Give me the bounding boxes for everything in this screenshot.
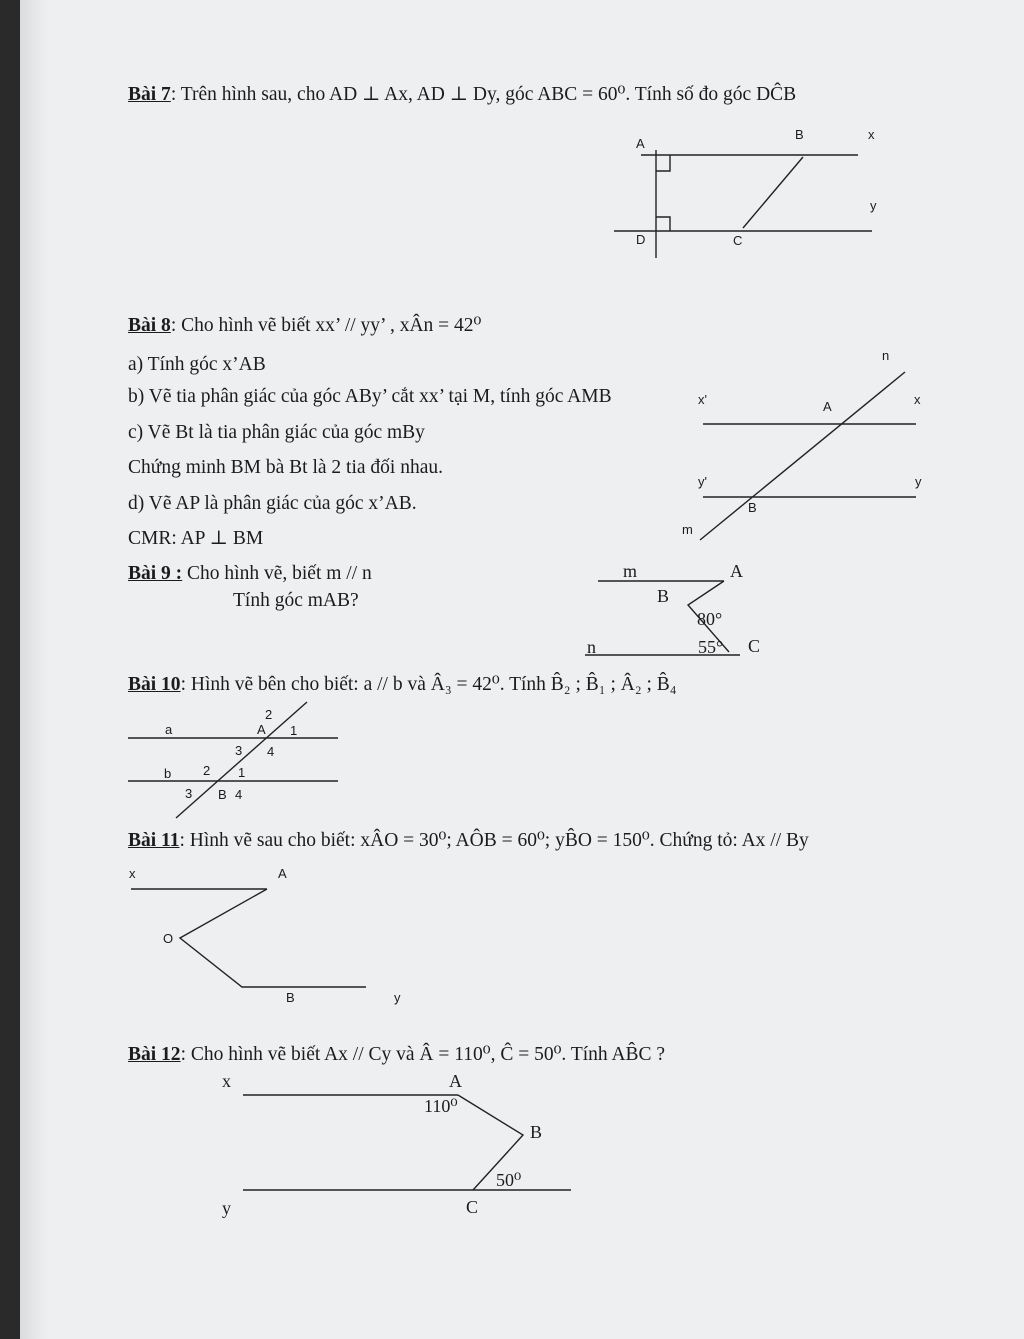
bai11-heading: Bài 11: Hình vẽ sau cho biết: xÂO = 30⁰; AÔB = 60⁰; yB̂O = 150⁰. Chứng tỏ: Ax // By bbox=[128, 830, 809, 851]
bai11-label-x: x bbox=[129, 866, 136, 881]
bai10-B-angle-2: 2 bbox=[203, 763, 211, 778]
bai11-label-A: A bbox=[278, 866, 287, 881]
bai9-heading: Bài 9 : Cho hình vẽ, biết m // n bbox=[128, 563, 372, 584]
bai12-angle-110: 110⁰ bbox=[424, 1096, 458, 1116]
bai10-B-angle-4: 4 bbox=[235, 787, 243, 802]
bai8-label-n: n bbox=[882, 348, 890, 363]
bai8-line-proof: Chứng minh BM bà Bt là 2 tia đối nhau. bbox=[128, 457, 443, 478]
bai10-A-angle-4: 4 bbox=[267, 744, 275, 759]
bai10-label-a: a bbox=[165, 722, 173, 737]
bai12-label-y: y bbox=[222, 1198, 231, 1218]
bai8-label-B: B bbox=[748, 500, 757, 515]
bai11-label-y: y bbox=[394, 990, 401, 1005]
bai8-label-x-prime: x' bbox=[698, 392, 707, 407]
bai7-label-y: y bbox=[870, 198, 877, 213]
bai11-label-O: O bbox=[163, 931, 174, 946]
bai9-angle-80: 80° bbox=[697, 609, 723, 629]
bai9-label-A: A bbox=[730, 561, 743, 581]
bai7-label-D: D bbox=[636, 232, 646, 247]
bai7-heading: Bài 7: Trên hình sau, cho AD ⊥ Ax, AD ⊥ Dy, góc ABC = 60⁰. Tính số đo góc DĈB bbox=[128, 84, 797, 105]
bai8-line-c: c) Vẽ Bt là tia phân giác của góc mBy bbox=[128, 422, 425, 443]
bai7-label-C: C bbox=[733, 233, 743, 248]
bai8-line-cmr: CMR: AP ⊥ BM bbox=[128, 528, 264, 549]
bai10-label-B: B bbox=[218, 787, 227, 802]
bai12-label-x: x bbox=[222, 1071, 231, 1091]
bai8-line-d: d) Vẽ AP là phân giác của góc x’AB. bbox=[128, 493, 417, 514]
bai12-angle-50: 50⁰ bbox=[496, 1170, 522, 1190]
bai7-label-A: A bbox=[636, 136, 645, 151]
bai10-heading: Bài 10: Hình vẽ bên cho biết: a // b và Â₃ = 42⁰. Tính B̂₂ ; B̂₁ ; Â₂ ; B̂₄ bbox=[128, 674, 677, 695]
bai8-label-m: m bbox=[682, 522, 693, 537]
bai12-heading: Bài 12: Cho hình vẽ biết Ax // Cy và Â = 110⁰, Ĉ = 50⁰. Tính AB̂C ? bbox=[128, 1044, 666, 1065]
bai9-angle-55: 55° bbox=[698, 637, 724, 657]
bai10-A-angle-1: 1 bbox=[290, 723, 298, 738]
bai11-label-B: B bbox=[286, 990, 295, 1005]
bai9-label-B: B bbox=[657, 586, 670, 606]
bai7-label-B: B bbox=[795, 127, 804, 142]
bai12-label-A: A bbox=[449, 1071, 462, 1091]
bai8-label-A: A bbox=[823, 399, 832, 414]
bai8-label-y-prime: y' bbox=[698, 474, 707, 489]
bai10-label-b: b bbox=[164, 766, 172, 781]
bai9-label-C: C bbox=[748, 636, 761, 656]
bai10-B-angle-3: 3 bbox=[185, 786, 193, 801]
bai12-label-C: C bbox=[466, 1197, 479, 1217]
bai12-label-B: B bbox=[530, 1122, 543, 1142]
bai8-heading: Bài 8: Cho hình vẽ biết xx’ // yy’ , xÂn = 42⁰ bbox=[128, 315, 482, 336]
bai8-line-b: b) Vẽ tia phân giác của góc ABy’ cắt xx’ tại M, tính góc AMB bbox=[128, 386, 612, 407]
bai8-label-y: y bbox=[915, 474, 922, 489]
bai9-question: Tính góc mAB? bbox=[233, 590, 359, 611]
bai9-label-n: n bbox=[587, 637, 596, 657]
bai9-label-m: m bbox=[623, 561, 638, 581]
bai10-label-A: A bbox=[257, 722, 266, 737]
bai10-A-angle-2: 2 bbox=[265, 707, 273, 722]
bai8-label-x: x bbox=[914, 392, 921, 407]
bai10-B-angle-1: 1 bbox=[238, 765, 246, 780]
bai7-label-x: x bbox=[868, 127, 875, 142]
bai10-A-angle-3: 3 bbox=[235, 743, 243, 758]
bai8-line-a: a) Tính góc x’AB bbox=[128, 354, 266, 375]
